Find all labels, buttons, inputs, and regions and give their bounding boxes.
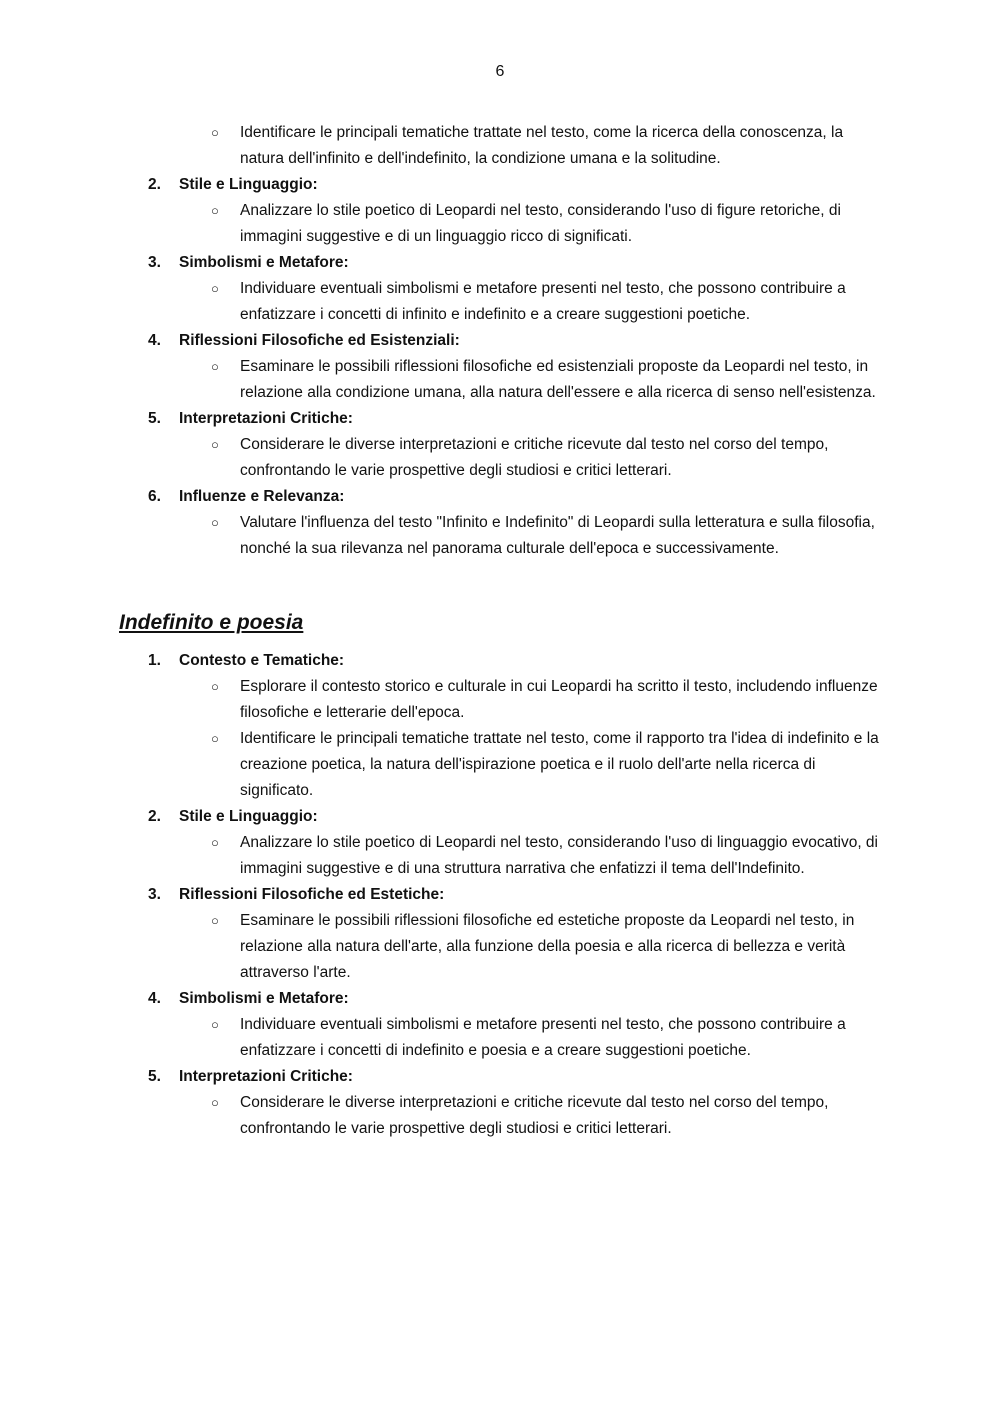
circle-bullet-icon: ○ [211,913,219,928]
circle-bullet-icon: ○ [211,125,219,140]
list-item [0,406,1000,484]
item-number: 2. [148,176,161,193]
list-item [211,726,880,804]
list-item [211,510,880,562]
item-title: Contesto e Tematiche: [179,652,345,669]
item-title: Interpretazioni Critiche: [179,1068,353,1085]
sub-item-text: Considerare le diverse interpretazioni e critiche ricevute dal testo nel corso del tempo, confrontando le varie prospettive degli studiosi e critici letterari. [240,436,829,479]
list-item [211,1090,880,1142]
list-item [0,250,1000,328]
item-title: Influenze e Relevanza: [179,488,345,505]
sub-item-text: Considerare le diverse interpretazioni e critiche ricevute dal testo nel corso del tempo, confrontando le varie prospettive degli studiosi e critici letterari. [240,1094,829,1137]
item-number: 3. [148,254,161,271]
section-numbered-list [0,648,1000,1142]
list-item [211,674,880,726]
sub-item-text: Valutare l'influenza del testo "Infinito e Indefinito" di Leopardi sulla letteratura e sulla filosofia, nonché la sua rilevanza nel panorama culturale dell'epoca e successivamente. [240,514,875,557]
document-body [0,120,1000,1142]
list-item [211,830,880,882]
sub-item-text: Esaminare le possibili riflessioni filosofiche ed estetiche proposte da Leopardi nel testo, in relazione alla natura dell'arte, alla funzione della poesia e alla ricerca di bellezza e verità attraverso l'arte. [240,912,855,981]
list-item [211,120,880,172]
list-item [211,198,880,250]
section-heading: Indefinito e poesia [119,611,304,634]
sub-item-text: Identificare le principali tematiche trattate nel testo, come la ricerca della conoscenza, la natura dell'infinito e dell'indefinito, la condizione umana e la solitudine. [240,124,844,167]
list-item [0,804,1000,882]
item-number: 4. [148,332,161,349]
item-title: Interpretazioni Critiche: [179,410,353,427]
sub-item-text: Analizzare lo stile poetico di Leopardi nel testo, considerando l'uso di figure retoriche, di immagini suggestive e di un linguaggio ricco di significati. [240,202,841,245]
circle-bullet-icon: ○ [211,835,219,850]
item-title: Simbolismi e Metafore: [179,990,349,1007]
circle-bullet-icon: ○ [211,359,219,374]
item-title: Stile e Linguaggio: [179,808,318,825]
circle-bullet-icon: ○ [211,679,219,694]
leading-sub-list [0,120,1000,172]
page-number: 6 [495,63,505,80]
item-title: Riflessioni Filosofiche ed Esistenziali: [179,332,460,349]
item-number: 1. [148,652,161,669]
item-title: Simbolismi e Metafore: [179,254,349,271]
list-item [0,986,1000,1064]
circle-bullet-icon: ○ [211,731,219,746]
circle-bullet-icon: ○ [211,1017,219,1032]
intro-numbered-list [0,172,1000,562]
list-item [211,908,880,986]
list-item [0,1064,1000,1142]
list-item [211,1012,880,1064]
circle-bullet-icon: ○ [211,515,219,530]
list-item [211,276,880,328]
list-item [0,484,1000,562]
item-number: 5. [148,1068,161,1085]
item-number: 5. [148,410,161,427]
list-item [0,328,1000,406]
circle-bullet-icon: ○ [211,281,219,296]
circle-bullet-icon: ○ [211,437,219,452]
item-number: 3. [148,886,161,903]
item-number: 4. [148,990,161,1007]
sub-item-text: Individuare eventuali simbolismi e metafore presenti nel testo, che possono contribuire a enfatizzare i concetti di infinito e indefinito e a creare suggestioni poetiche. [240,280,846,323]
list-item [0,172,1000,250]
list-item [211,354,880,406]
sub-item-text: Esplorare il contesto storico e culturale in cui Leopardi ha scritto il testo, includendo influenze filosofiche e letterarie dell'epoca. [240,678,878,721]
sub-item-text: Esaminare le possibili riflessioni filosofiche ed esistenziali proposte da Leopardi nel testo, in relazione alla condizione umana, alla natura dell'essere e alla ricerca di senso nell'esistenza. [240,358,876,401]
circle-bullet-icon: ○ [211,1095,219,1110]
list-item [0,648,1000,804]
sub-item-text: Individuare eventuali simbolismi e metafore presenti nel testo, che possono contribuire a enfatizzare i concetti di indefinito e poesia e a creare suggestioni poetiche. [240,1016,846,1059]
item-number: 2. [148,808,161,825]
item-title: Stile e Linguaggio: [179,176,318,193]
circle-bullet-icon: ○ [211,203,219,218]
sub-item-text: Identificare le principali tematiche trattate nel testo, come il rapporto tra l'idea di indefinito e la creazione poetica, la natura dell'ispirazione poetica e il ruolo dell'arte nella ricerca di significato. [240,730,879,799]
item-title: Riflessioni Filosofiche ed Estetiche: [179,886,445,903]
list-item [211,432,880,484]
item-number: 6. [148,488,161,505]
sub-item-text: Analizzare lo stile poetico di Leopardi nel testo, considerando l'uso di linguaggio evocativo, di immagini suggestive e di una struttura narrativa che enfatizzi il tema dell'Indefinito. [240,834,878,877]
list-item [0,882,1000,986]
